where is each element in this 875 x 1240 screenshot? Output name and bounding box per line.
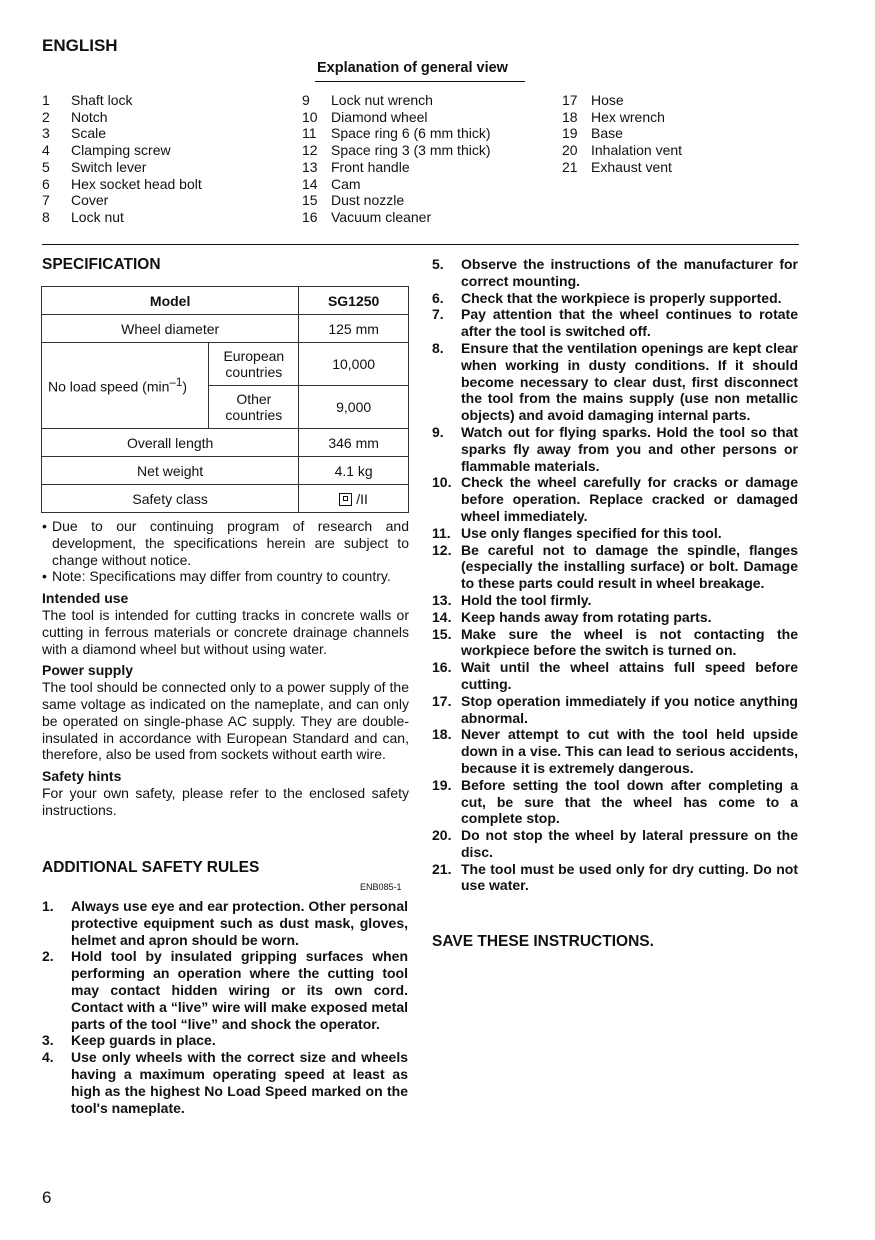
safety-rule: 16. Wait until the wheel attains full speed before cutting.: [432, 659, 798, 692]
parts-list-item: 7 Cover: [42, 192, 109, 209]
intended-use-heading: Intended use: [42, 590, 129, 607]
parts-list-column-1: [42, 92, 202, 226]
safety-rule: 6. Check that the workpiece is properly supported.: [432, 289, 782, 306]
document-code: ENB085-1: [360, 882, 402, 892]
parts-list-item: 8 Lock nut: [42, 208, 124, 225]
table-row: [42, 343, 409, 386]
parts-list-item: 5 Switch lever: [42, 158, 147, 175]
parts-list-column-2: [302, 92, 491, 226]
safety-rule: 18. Never attempt to cut with the tool held upside down in a vise. This can lead to serious accidents, because it is extremely dangerous.: [432, 726, 798, 776]
safety-rule: 12. Be careful not to damage the spindle, flanges (especially the installing surface) or bolt. Damage to these parts could result in wheel breakage.: [432, 541, 798, 592]
safety-rule: 13. Hold the tool firmly.: [432, 591, 592, 608]
explanation-underline: [315, 81, 525, 82]
page-number: 6: [42, 1188, 52, 1207]
safety-rule: 21. The tool must be used only for dry cutting. Do not use water.: [432, 860, 798, 894]
safety-rule: 8. Ensure that the ventilation openings are kept clear when working in dusty conditions. If it should become necessary to clear dust, first disconnect the tool from the mains supply (use non metallic objects) and avoid damaging internal parts.: [432, 339, 798, 424]
model-value: SG1250: [299, 287, 409, 315]
wheel-diameter-label: Wheel diameter: [42, 315, 299, 343]
page-language-heading: ENGLISH: [42, 36, 118, 55]
safety-rules-left: [42, 898, 408, 1116]
parts-list-column-3: [562, 92, 682, 176]
specification-notes-section: [42, 518, 409, 819]
spec-note: • Note: Specifications may differ from country to country.: [42, 568, 391, 585]
wheel-diameter-value: 125 mm: [299, 315, 409, 343]
safety-rule: 11. Use only flanges specified for this tool.: [432, 524, 722, 541]
parts-list-item: 20 Inhalation vent: [562, 142, 683, 159]
table-row: [42, 429, 409, 457]
explanation-title: Explanation of general view: [317, 60, 508, 76]
parts-list-item: 21 Exhaust vent: [562, 158, 672, 175]
safety-rule: 20. Do not stop the wheel by lateral pressure on the disc.: [432, 827, 798, 860]
parts-list-item: 6 Hex socket head bolt: [42, 175, 202, 192]
additional-safety-heading: ADDITIONAL SAFETY RULES: [42, 859, 260, 876]
double-insulation-icon: [339, 493, 352, 506]
safety-rule: 10. Check the wheel carefully for cracks or damage before operation. Replace cracked or damaged wheel immediately.: [432, 474, 798, 524]
parts-list-item: 13 Front handle: [302, 158, 410, 175]
parts-list-item: 1 Shaft lock: [42, 92, 133, 108]
save-instructions-heading: SAVE THESE INSTRUCTIONS.: [432, 933, 654, 950]
safety-rule: 14. Keep hands away from rotating parts.: [432, 608, 712, 625]
section-divider: [42, 244, 799, 245]
parts-list-item: 15 Dust nozzle: [302, 192, 405, 209]
power-supply-text: The tool should be connected only to a power supply of the same voltage as indicated on the nameplate, and can only be operated on single-phase AC supply. They are double-insulated in accordance with European Standard and can, therefore, also be used from sockets without earth wire.: [42, 679, 409, 763]
safety-hints-text: For your own safety, please refer to the enclosed safety instructions.: [42, 784, 409, 818]
intended-use-text: The tool is intended for cutting tracks in concrete walls or cutting in ferrous materials or concrete drainage channels with a diamond wheel but without using water.: [42, 606, 409, 657]
parts-list-item: 12 Space ring 3 (3 mm thick): [302, 142, 491, 159]
european-speed-value: 10,000: [299, 343, 409, 386]
safety-class-value: /II: [299, 485, 409, 513]
overall-length-label: Overall length: [42, 429, 299, 457]
parts-list-item: 19 Base: [562, 125, 623, 142]
safety-rule: 1. Always use eye and ear protection. Other personal protective equipment such as dust mask, gloves, helmet and apron should be worn.: [42, 898, 408, 948]
safety-rule: 7. Pay attention that the wheel continues to rotate after the tool is switched off.: [432, 306, 798, 340]
specification-heading: SPECIFICATION: [42, 256, 161, 273]
safety-rule: 4. Use only wheels with the correct size and wheels having a maximum operating speed at least as high as the highest No Load Speed marked on the tool's nameplate.: [42, 1049, 408, 1116]
specification-table: [41, 286, 409, 513]
parts-list-item: 9 Lock nut wrench: [302, 92, 433, 108]
table-row: [42, 485, 409, 513]
other-countries-label: Other countries: [209, 386, 299, 429]
model-label: Model: [42, 287, 299, 315]
safety-rule: 2. Hold tool by insulated gripping surfaces when performing an operation where the cutting tool may contact hidden wiring or its own cord. Contact with a “live” wire will make exposed metal parts of the tool “live” and shock the operator.: [42, 948, 408, 1032]
table-row: [42, 315, 409, 343]
safety-rule: 3. Keep guards in place.: [42, 1032, 216, 1049]
safety-rule: 15. Make sure the wheel is not contacting the workpiece before the switch is turned on.: [432, 625, 798, 659]
no-load-speed-label: No load speed $(\min^{-1})$: [42, 343, 209, 429]
overall-length-value: 346 mm: [299, 429, 409, 457]
net-weight-label: Net weight: [42, 457, 299, 485]
spec-note: • Due to our continuing program of research and development, the specifications herein are subject to change without notice.: [42, 518, 409, 568]
safety-hints-heading: Safety hints: [42, 768, 122, 785]
safety-rules-right: [432, 256, 798, 894]
safety-rule: 5. Observe the instructions of the manufacturer for correct mounting.: [432, 256, 798, 289]
parts-list-item: 10 Diamond wheel: [302, 108, 428, 125]
parts-list-item: 4 Clamping screw: [42, 142, 171, 159]
parts-list-item: 18 Hex wrench: [562, 108, 665, 125]
parts-list-item: 17 Hose: [562, 92, 624, 108]
safety-class-label: Safety class: [42, 485, 299, 513]
power-supply-heading: Power supply: [42, 662, 134, 679]
safety-rule: 17. Stop operation immediately if you notice anything abnormal.: [432, 692, 798, 726]
parts-list-item: 16 Vacuum cleaner: [302, 208, 432, 225]
table-row: [42, 287, 409, 315]
parts-list-item: 14 Cam: [302, 175, 361, 192]
safety-rule: 19. Before setting the tool down after completing a cut, be sure that the wheel has come to a complete stop.: [432, 776, 798, 827]
net-weight-value: 4.1 kg: [299, 457, 409, 485]
safety-rule: 9. Watch out for flying sparks. Hold the tool so that sparks fly away from you and other persons or flammable materials.: [432, 423, 798, 474]
parts-list-item: 2 Notch: [42, 108, 108, 125]
parts-list-item: 3 Scale: [42, 125, 107, 142]
other-speed-value: 9,000: [299, 386, 409, 429]
parts-list-item: 11 Space ring 6 (6 mm thick): [302, 125, 491, 142]
table-row: [42, 457, 409, 485]
european-countries-label: European countries: [209, 343, 299, 386]
